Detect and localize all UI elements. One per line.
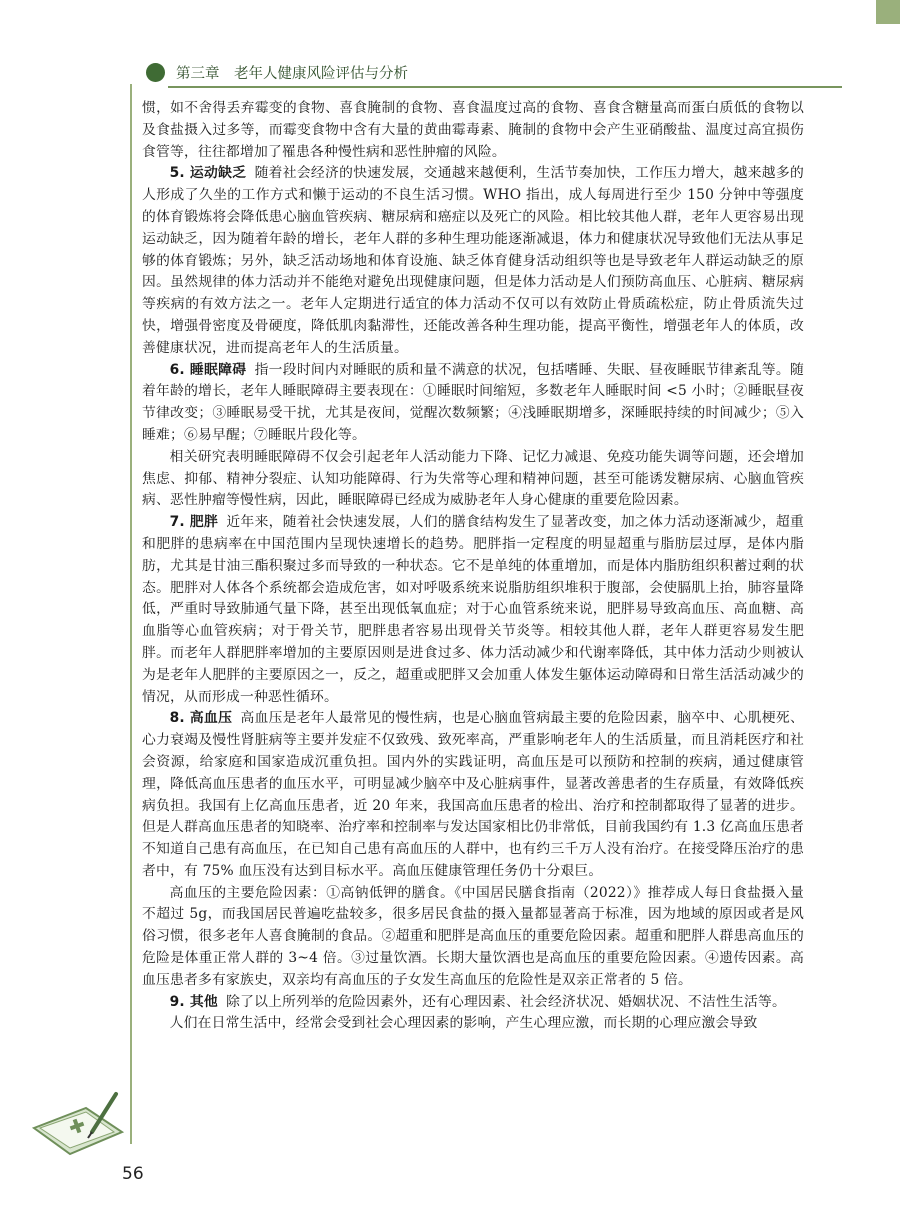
- header-bullet-icon: [146, 63, 165, 82]
- body-text: [142, 98, 804, 1035]
- paragraph-text: 随着社会经济的快速发展，交通越来越便利，生活节奏加快，工作压力增大，越来越多的人形成了久坐的工作方式和懒于运动的不良生活习惯。WHO 指出，成人每周进行至少 150 分钟中等强度的体育锻炼将会降低患心脑血管疾病、糖尿病和癌症以及死亡的风险。相比较其他人群，老年人更容易出现运动缺乏，因为随着年龄的增长，老年人群的多种生理功能逐渐减退，体力和健康状况导致他们无法从事足够的体育锻炼；另外，缺乏活动场地和体育设施、缺乏体育健身活动组织等也是导致老年人群运动缺乏的原因。虽然规律的体力活动并不能绝对避免出现健康问题，但是体力活动是人们预防高血压、心脏病、糖尿病等疾病的有效方法之一。老年人定期进行适宜的体力活动不仅可以有效防止骨质疏松症，防止骨质流失过快，增强骨密度及骨硬度，降低肌肉黏滞性，还能改善各种生理功能，提高平衡性，增强老年人的体质，改善健康状况，进而提高老年人的生活质量。: [142, 165, 804, 356]
- paragraph-text: 近年来，随着社会快速发展，人们的膳食结构发生了显著改变，加之体力活动逐渐减少，超重和肥胖的患病率在中国范围内呈现快速增长的趋势。肥胖指一定程度的明显超重与脂肪层过厚，是体内脂肪，尤其是甘油三酯积聚过多而导致的一种状态。它不是单纯的体重增加，而是体内脂肪组织积蓄过剩的状态。肥胖对人体各个系统都会造成危害，如对呼吸系统来说脂肪组织堆积于腹部，会使膈肌上抬，肺容量降低，严重时导致肺通气量下降，甚至出现低氧血症；对于心血管系统来说，肥胖易导致高血压、高血糖、高血脂等心血管疾病；对于骨关节，肥胖患者容易出现骨关节炎等。相较其他人群，老年人群更容易发生肥胖。而老年人群肥胖率增加的主要原因则是进食过多、体力活动减少和代谢率降低，其中体力活动少则被认为是老年人肥胖的主要原因之一，反之，超重或肥胖又会加重人体发生躯体运动障碍和日常生活活动减少的情况，从而形成一种恶性循环。: [142, 514, 804, 705]
- chapter-title: 第三章 老年人健康风险评估与分析: [176, 66, 408, 82]
- paragraph-text: 指一段时间内对睡眠的质和量不满意的状况，包括嗜睡、失眠、昼夜睡眠节律紊乱等。随着年龄的增长，老年人睡眠障碍主要表现在：①睡眠时间缩短，多数老年人睡眠时间 <5 小时；②睡眠昼夜节律改变；③睡眠易受干扰，尤其是夜间，觉醒次数频繁；④浅睡眠期增多，深睡眠持续的时间减少；⑤入睡难；⑥易早醒；⑦睡眠片段化等。: [142, 361, 804, 443]
- paragraph-text: 相关研究表明睡眠障碍不仅会引起老年人活动能力下降、记忆力减退、免疫功能失调等问题，还会增加焦虑、抑郁、精神分裂症、认知功能障碍、行为失常等心理和精神问题，甚至可能诱发糖尿病、心脑血管疾病、恶性肿瘤等慢性病，因此，睡眠障碍已经成为威胁老年人身心健康的重要危险因素。: [142, 448, 804, 509]
- paragraph: [142, 883, 804, 992]
- paragraph: [142, 360, 804, 447]
- paragraph: [142, 992, 804, 1014]
- header-rule: [168, 86, 842, 88]
- running-header: [142, 58, 842, 88]
- paragraph-text: 除了以上所列举的危险因素外，还有心理因素、社会经济状况、婚姻状况、不洁性生活等。: [226, 993, 786, 1010]
- paragraph: [142, 512, 804, 708]
- section-heading: 5. 运动缺乏: [169, 165, 247, 182]
- paragraph: [142, 1013, 804, 1035]
- clipboard-pen-icon: [30, 1088, 126, 1158]
- paragraph-text: 人们在日常生活中，经常会受到社会心理因素的影响，产生心理应激，而长期的心理应激会导致: [169, 1015, 758, 1032]
- paragraph: [142, 708, 804, 882]
- margin-rule: [130, 84, 132, 1144]
- section-heading: 8. 高血压: [169, 710, 233, 727]
- page-number: 56: [122, 1164, 144, 1184]
- section-heading: 9. 其他: [169, 993, 218, 1010]
- paragraph: [142, 447, 804, 512]
- paragraph-text: 惯，如不舍得丢弃霉变的食物、喜食腌制的食物、喜食温度过高的食物、喜食含糖量高而蛋白质低的食物以及食盐摄入过多等，而霉变食物中含有大量的黄曲霉毒素、腌制的食物中会产生亚硝酸盐、温度过高宜损伤食管等，往往都增加了罹患各种慢性病和恶性肿瘤的风险。: [142, 100, 804, 160]
- paragraph: [142, 163, 804, 359]
- corner-tab: [876, 0, 900, 24]
- section-heading: 6. 睡眠障碍: [169, 361, 247, 378]
- paragraph-text: 高血压是老年人最常见的慢性病，也是心脑血管病最主要的危险因素，脑卒中、心肌梗死、心力衰竭及慢性肾脏病等主要并发症不仅致残、致死率高，严重影响老年人的生活质量，而且消耗医疗和社会资源，给家庭和国家造成沉重负担。国内外的实践证明，高血压是可以预防和控制的疾病，通过健康管理，降低高血压患者的血压水平，可明显减少脑卒中及心脏病事件，显著改善患者的生存质量，有效降低疾病负担。我国有上亿高血压患者，近 20 年来，我国高血压患者的检出、治疗和控制都取得了显著的进步。但是人群高血压患者的知晓率、治疗率和控制率与发达国家相比仍非常低，目前我国约有 1.3 亿高血压患者不知道自己患有高血压，在已知自己患有高血压的人群中，也有约三千万人没有治疗。在接受降压治疗的患者中，有 75% 血压没有达到目标水平。高血压健康管理任务仍十分艰巨。: [142, 710, 804, 879]
- section-heading: 7. 肥胖: [169, 514, 219, 531]
- paragraph: [142, 98, 804, 163]
- paragraph-text: 高血压的主要危险因素：①高钠低钾的膳食。《中国居民膳食指南（2022）》推荐成人每日食盐摄入量不超过 5g，而我国居民普遍吃盐较多，很多居民食盐的摄入量都显著高于标准，因为地域的原因或者是风俗习惯，很多老年人喜食腌制的食品。②超重和肥胖是高血压的重要危险因素。超重和肥胖人群患高血压的危险是体重正常人群的 3~4 倍。③过量饮酒。长期大量饮酒也是高血压的重要危险因素。④遗传因素。高血压患者多有家族史，双亲均有高血压的子女发生高血压的危险性是双亲正常者的 5 倍。: [142, 884, 804, 988]
